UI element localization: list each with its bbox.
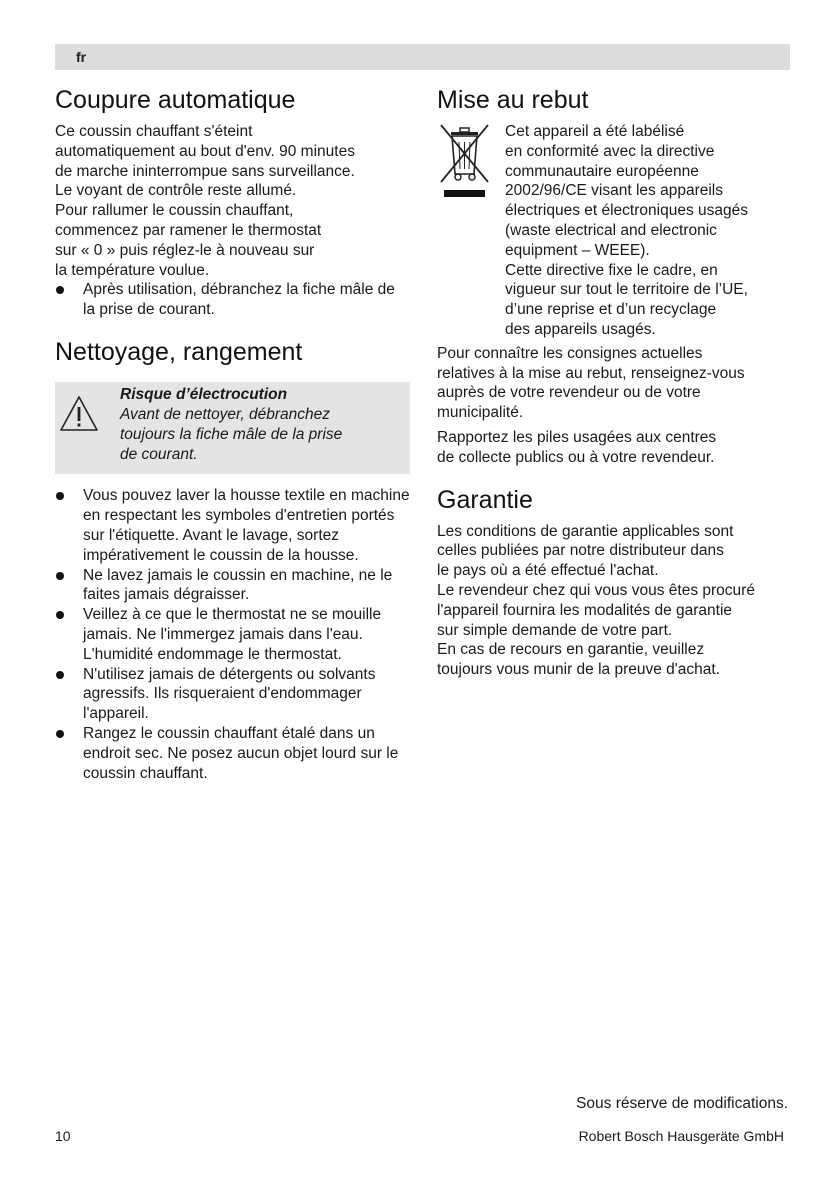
- list-item-text: Veillez à ce que le thermostat ne se mouille jamais. Ne l'immergez jamais dans l'eau. L'humidité endommage le thermostat.: [83, 606, 382, 663]
- section-title: Garantie: [437, 485, 533, 514]
- paragraph-line: Cet appareil a été labélisé: [505, 123, 685, 140]
- paragraph-line: sur simple demande de votre part.: [437, 621, 673, 639]
- paragraph-line: relatives à la mise au rebut, renseignez-vous: [437, 364, 745, 382]
- warning-triangle-icon: [59, 394, 99, 434]
- list-item-text: N'utilisez jamais de détergents ou solvants agressifs. Ils risqueraient d'endommager l'appareil.: [83, 665, 376, 723]
- list-item: [55, 566, 410, 606]
- list-item: [55, 605, 410, 664]
- warning-line: de courant.: [120, 445, 198, 463]
- paragraph-line: celles publiées par notre distributeur dans: [437, 542, 724, 560]
- warning-title: Risque d’électrocution: [120, 385, 288, 403]
- page-number: 10: [55, 1128, 71, 1144]
- paragraph-line: Les conditions de garantie applicables sont: [437, 522, 734, 540]
- paragraph-line: toujours vous munir de la preuve d'achat.: [437, 661, 720, 679]
- section-title: Nettoyage, rangement: [55, 337, 303, 366]
- bullet-icon: [56, 611, 64, 619]
- language-label: fr: [76, 49, 87, 65]
- paragraph: [437, 428, 792, 468]
- paragraph-line: communautaire européenne: [505, 162, 699, 180]
- list-item-text: Vous pouvez laver la housse textile en machine en respectant les symboles d'entretien portés sur l'étiquette. Avant le lavage, sortez impérativement le coussin de la housse.: [83, 487, 410, 564]
- paragraph-line: le pays où a été effectué l'achat.: [437, 562, 659, 580]
- section-nettoyage: [55, 336, 410, 783]
- paragraph-line: vigueur sur tout le territoire de l’UE,: [505, 281, 748, 299]
- paragraph-line: Ce coussin chauffant s'éteint: [55, 123, 253, 140]
- warning-line: Avant de nettoyer, débranchez: [120, 405, 330, 423]
- paragraph-line: la température voulue.: [55, 261, 210, 279]
- bullet-icon: [56, 492, 64, 500]
- weee-block: [437, 122, 792, 340]
- list-item: [55, 665, 410, 724]
- section-title: Coupure automatique: [55, 86, 296, 114]
- section-coupure-automatique: [55, 84, 410, 320]
- paragraph-line: l'appareil fournira les modalités de garantie: [437, 601, 733, 619]
- list-item: [55, 724, 410, 783]
- list-item: [55, 486, 410, 565]
- paragraph-line: en conformité avec la directive: [505, 142, 715, 160]
- warning-line: toujours la fiche mâle de la prise: [120, 425, 343, 443]
- company-name: Robert Bosch Hausgeräte GmbH: [578, 1128, 784, 1144]
- crossed-out-wheelie-bin-icon: [437, 122, 492, 200]
- paragraph-line: auprès de votre revendeur ou de votre: [437, 384, 701, 402]
- paragraph-line: Le voyant de contrôle reste allumé.: [55, 182, 297, 200]
- paragraph-line: automatiquement au bout d'env. 90 minutes: [55, 142, 355, 160]
- warning-box: [55, 382, 410, 474]
- right-column: [437, 84, 792, 680]
- paragraph-line: Rapportez les piles usagées aux centres: [437, 428, 717, 446]
- paragraph-line: En cas de recours en garantie, veuillez: [437, 641, 705, 659]
- paragraph-line: sur « 0 » puis réglez-le à nouveau sur: [55, 241, 315, 259]
- paragraph-line: Le revendeur chez qui vous vous êtes procuré: [437, 581, 755, 599]
- section-mise-au-rebut: [437, 84, 792, 468]
- list-item-text: Ne lavez jamais le coussin en machine, ne le faites jamais dégraisser.: [83, 566, 393, 604]
- paragraph-line: equipment – WEEE).: [505, 241, 650, 259]
- paragraph-line: des appareils usagés.: [505, 320, 656, 338]
- bullet-icon: [56, 671, 64, 679]
- language-bar: [55, 44, 790, 70]
- paragraph-line: d’une reprise et d’un recyclage: [505, 301, 717, 319]
- paragraph-line: électriques et électroniques usagés: [505, 202, 748, 220]
- paragraph-line: Pour connaître les consignes actuelles: [437, 344, 703, 362]
- bullet-list: [55, 486, 410, 783]
- list-item-text: Après utilisation, débranchez la fiche mâle de la prise de courant.: [83, 281, 395, 319]
- paragraph-line: de marche ininterrompue sans surveillance.: [55, 162, 355, 180]
- footer-note: Sous réserve de modifications.: [576, 1095, 788, 1112]
- bullet-icon: [56, 730, 64, 738]
- list-item-text: Rangez le coussin chauffant étalé dans un endroit sec. Ne posez aucun objet lourd sur le coussin chauffant.: [83, 724, 399, 782]
- paragraph-line: 2002/96/CE visant les appareils: [505, 182, 723, 200]
- bullet-icon: [56, 572, 64, 580]
- left-column: [55, 84, 410, 783]
- paragraph-line: Pour rallumer le coussin chauffant,: [55, 202, 294, 220]
- bullet-list: [55, 280, 410, 320]
- paragraph: [437, 344, 792, 423]
- paragraph-line: de collecte publics ou à votre revendeur.: [437, 448, 715, 466]
- paragraph-line: (waste electrical and electronic: [505, 221, 717, 239]
- section-title: Mise au rebut: [437, 86, 589, 114]
- paragraph-line: municipalité.: [437, 404, 524, 422]
- paragraph-line: commencez par ramener le thermostat: [55, 221, 322, 239]
- list-item: [55, 280, 410, 320]
- paragraph-line: Cette directive fixe le cadre, en: [505, 261, 718, 279]
- bullet-icon: [56, 286, 64, 294]
- section-garantie: [437, 484, 792, 680]
